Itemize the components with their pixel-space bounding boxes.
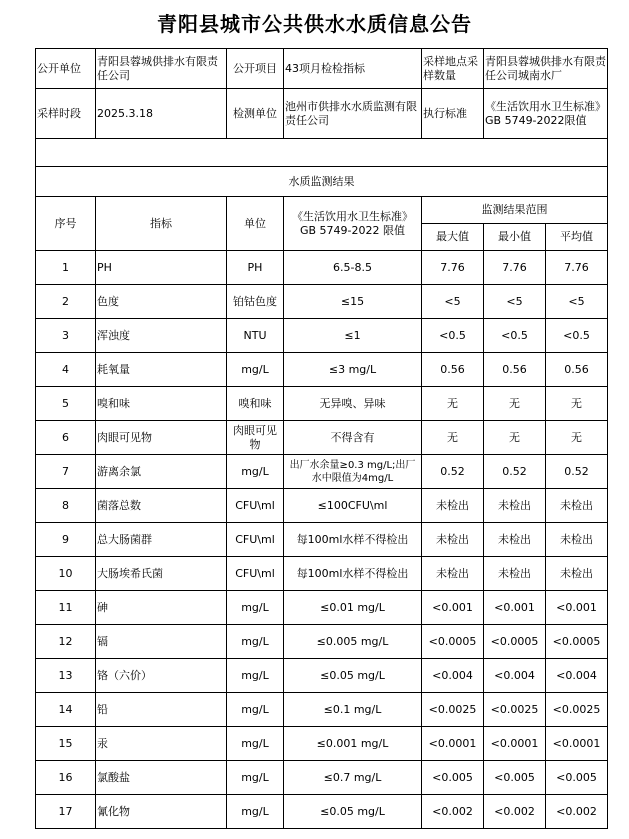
table-row — [36, 727, 608, 761]
row-max: <0.0001 — [422, 727, 484, 761]
sample-place-value: 青阳县蓉城供排水有限责任公司城南水厂 — [484, 49, 608, 89]
header-unit: 单位 — [227, 197, 284, 251]
row-limit: ≤0.005 mg/L — [284, 625, 422, 659]
row-unit: mg/L — [227, 625, 284, 659]
row-unit: 嗅和味 — [227, 387, 284, 421]
row-limit: ≤15 — [284, 285, 422, 319]
row-min: 无 — [484, 387, 546, 421]
row-indicator: 总大肠菌群 — [96, 523, 227, 557]
row-no: 14 — [36, 693, 96, 727]
label-public-item: 公开项目 — [227, 49, 284, 89]
row-limit: ≤3 mg/L — [284, 353, 422, 387]
row-max: 未检出 — [422, 523, 484, 557]
row-indicator: 铅 — [96, 693, 227, 727]
row-min: 未检出 — [484, 557, 546, 591]
label-standard: 执行标准 — [422, 89, 484, 139]
label-test-unit: 检测单位 — [227, 89, 284, 139]
row-max: 无 — [422, 387, 484, 421]
row-unit: CFU\ml — [227, 489, 284, 523]
row-unit: PH — [227, 251, 284, 285]
row-avg: 未检出 — [546, 489, 608, 523]
row-max: 0.56 — [422, 353, 484, 387]
row-max: 无 — [422, 421, 484, 455]
row-unit: mg/L — [227, 659, 284, 693]
row-limit: 每100ml水样不得检出 — [284, 523, 422, 557]
header-indicator: 指标 — [96, 197, 227, 251]
label-sample-place: 采样地点采样数量 — [422, 49, 484, 89]
header-no: 序号 — [36, 197, 96, 251]
row-unit: mg/L — [227, 795, 284, 829]
row-no: 10 — [36, 557, 96, 591]
row-min: 0.56 — [484, 353, 546, 387]
table-row — [36, 387, 608, 421]
row-avg: <0.004 — [546, 659, 608, 693]
section-title-row — [36, 167, 608, 197]
row-max: 未检出 — [422, 489, 484, 523]
row-indicator: 浑浊度 — [96, 319, 227, 353]
row-min: <0.004 — [484, 659, 546, 693]
row-max: 7.76 — [422, 251, 484, 285]
section-title: 水质监测结果 — [36, 167, 608, 197]
row-max: <0.0025 — [422, 693, 484, 727]
table-row — [36, 659, 608, 693]
row-indicator: 铬（六价） — [96, 659, 227, 693]
row-limit: 6.5-8.5 — [284, 251, 422, 285]
table-row — [36, 557, 608, 591]
row-limit: ≤100CFU\ml — [284, 489, 422, 523]
table-row — [36, 319, 608, 353]
row-avg: 0.52 — [546, 455, 608, 489]
row-indicator: 汞 — [96, 727, 227, 761]
row-min: <0.005 — [484, 761, 546, 795]
row-no: 3 — [36, 319, 96, 353]
public-unit-value: 青阳县蓉城供排水有限责任公司 — [96, 49, 227, 89]
row-min: <0.0005 — [484, 625, 546, 659]
row-indicator: 砷 — [96, 591, 227, 625]
row-unit: CFU\ml — [227, 557, 284, 591]
row-indicator: 氯酸盐 — [96, 761, 227, 795]
row-indicator: 嗅和味 — [96, 387, 227, 421]
row-indicator: 游离余氯 — [96, 455, 227, 489]
row-max: <0.004 — [422, 659, 484, 693]
row-min: <0.0025 — [484, 693, 546, 727]
row-avg: <0.002 — [546, 795, 608, 829]
blank-row — [36, 139, 608, 167]
row-avg: <0.0025 — [546, 693, 608, 727]
row-min: <5 — [484, 285, 546, 319]
row-avg: 0.56 — [546, 353, 608, 387]
row-min: <0.001 — [484, 591, 546, 625]
header-range: 监测结果范围 — [422, 197, 608, 224]
info-row-2 — [36, 89, 608, 139]
row-no: 1 — [36, 251, 96, 285]
row-no: 13 — [36, 659, 96, 693]
row-indicator: 菌落总数 — [96, 489, 227, 523]
table-row — [36, 523, 608, 557]
row-min: 0.52 — [484, 455, 546, 489]
row-limit: ≤0.7 mg/L — [284, 761, 422, 795]
row-limit: ≤0.01 mg/L — [284, 591, 422, 625]
row-avg: <5 — [546, 285, 608, 319]
row-limit: 不得含有 — [284, 421, 422, 455]
header-row-1 — [36, 197, 608, 224]
row-min: 无 — [484, 421, 546, 455]
header-max: 最大值 — [422, 224, 484, 251]
row-avg: 7.76 — [546, 251, 608, 285]
row-unit: NTU — [227, 319, 284, 353]
row-min: <0.0001 — [484, 727, 546, 761]
header-min: 最小值 — [484, 224, 546, 251]
row-avg: 无 — [546, 387, 608, 421]
table-row — [36, 591, 608, 625]
row-indicator: 耗氧量 — [96, 353, 227, 387]
row-unit: mg/L — [227, 591, 284, 625]
row-avg: <0.0005 — [546, 625, 608, 659]
row-min: 未检出 — [484, 489, 546, 523]
row-indicator: 肉眼可见物 — [96, 421, 227, 455]
row-unit: mg/L — [227, 353, 284, 387]
page-title: 青阳县城市公共供水水质信息公告 — [157, 12, 472, 36]
row-no: 5 — [36, 387, 96, 421]
row-indicator: 氰化物 — [96, 795, 227, 829]
row-avg: <0.0001 — [546, 727, 608, 761]
row-indicator: PH — [96, 251, 227, 285]
row-no: 16 — [36, 761, 96, 795]
header-avg: 平均值 — [546, 224, 608, 251]
row-indicator: 色度 — [96, 285, 227, 319]
row-max: <0.005 — [422, 761, 484, 795]
row-max: <0.002 — [422, 795, 484, 829]
row-no: 7 — [36, 455, 96, 489]
header-limit: 《生活饮用水卫生标准》GB 5749-2022 限值 — [284, 197, 422, 251]
row-avg: <0.5 — [546, 319, 608, 353]
row-min: 7.76 — [484, 251, 546, 285]
water-quality-table — [35, 48, 608, 829]
row-no: 15 — [36, 727, 96, 761]
label-public-unit: 公开单位 — [36, 49, 96, 89]
standard-value: 《生活饮用水卫生标准》GB 5749-2022限值 — [484, 89, 608, 139]
row-indicator: 大肠埃希氏菌 — [96, 557, 227, 591]
row-max: <0.5 — [422, 319, 484, 353]
sample-date-value: 2025.3.18 — [96, 89, 227, 139]
row-no: 8 — [36, 489, 96, 523]
row-no: 12 — [36, 625, 96, 659]
row-no: 17 — [36, 795, 96, 829]
table-row — [36, 353, 608, 387]
row-limit: ≤0.1 mg/L — [284, 693, 422, 727]
blank-cell — [36, 139, 608, 167]
row-min: 未检出 — [484, 523, 546, 557]
row-indicator: 镉 — [96, 625, 227, 659]
row-no: 11 — [36, 591, 96, 625]
row-no: 4 — [36, 353, 96, 387]
row-min: <0.002 — [484, 795, 546, 829]
table-row — [36, 489, 608, 523]
table-row — [36, 455, 608, 489]
row-limit: 无异嗅、异味 — [284, 387, 422, 421]
row-unit: mg/L — [227, 693, 284, 727]
public-item-value: 43项月检检指标 — [284, 49, 422, 89]
row-limit: ≤1 — [284, 319, 422, 353]
row-unit: mg/L — [227, 455, 284, 489]
row-limit: 出厂水余量≥0.3 mg/L;出厂水中限值为4mg/L — [284, 455, 422, 489]
info-row-1 — [36, 49, 608, 89]
row-no: 2 — [36, 285, 96, 319]
table-row — [36, 421, 608, 455]
table-row — [36, 761, 608, 795]
row-unit: 铂钴色度 — [227, 285, 284, 319]
table-row — [36, 285, 608, 319]
row-max: <0.0005 — [422, 625, 484, 659]
row-avg: <0.005 — [546, 761, 608, 795]
label-sample-date: 采样时段 — [36, 89, 96, 139]
table-row — [36, 625, 608, 659]
table-row — [36, 795, 608, 829]
row-limit: ≤0.05 mg/L — [284, 795, 422, 829]
row-avg: 未检出 — [546, 557, 608, 591]
row-max: 未检出 — [422, 557, 484, 591]
row-limit: ≤0.001 mg/L — [284, 727, 422, 761]
row-min: <0.5 — [484, 319, 546, 353]
test-unit-value: 池州市供排水水质监测有限责任公司 — [284, 89, 422, 139]
row-unit: mg/L — [227, 761, 284, 795]
row-no: 6 — [36, 421, 96, 455]
row-unit: CFU\ml — [227, 523, 284, 557]
table-row — [36, 251, 608, 285]
row-avg: <0.001 — [546, 591, 608, 625]
table-row — [36, 693, 608, 727]
row-avg: 未检出 — [546, 523, 608, 557]
row-max: <0.001 — [422, 591, 484, 625]
row-limit: 每100ml水样不得检出 — [284, 557, 422, 591]
row-unit: 肉眼可见物 — [227, 421, 284, 455]
row-max: 0.52 — [422, 455, 484, 489]
row-no: 9 — [36, 523, 96, 557]
row-limit: ≤0.05 mg/L — [284, 659, 422, 693]
row-max: <5 — [422, 285, 484, 319]
row-unit: mg/L — [227, 727, 284, 761]
row-avg: 无 — [546, 421, 608, 455]
